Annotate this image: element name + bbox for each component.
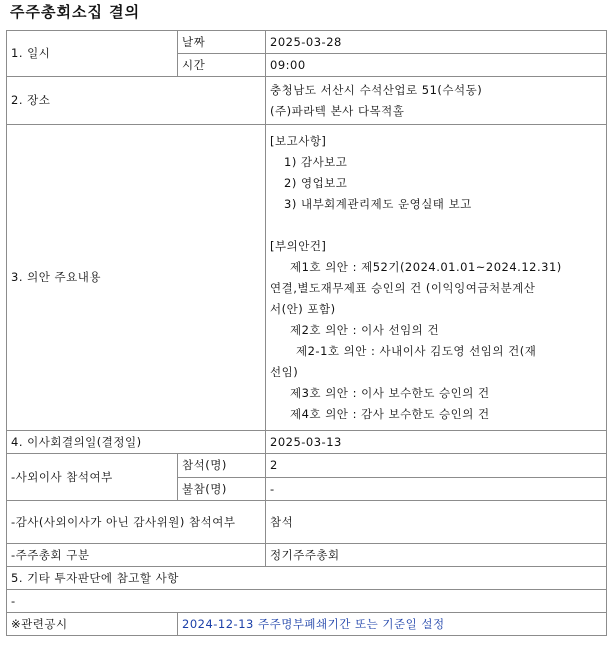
outside-directors-label: -사외이사 참석여부 xyxy=(7,454,178,501)
place-line: (주)파라텍 본사 다목적홀 xyxy=(270,103,405,118)
present-label: 참석(명) xyxy=(178,454,266,478)
agenda-item-1: 제1호 의안 : 제52기(2024.01.01~2024.12.31) xyxy=(290,259,562,274)
row-place xyxy=(7,77,607,125)
resolution-header: [부의안건] xyxy=(270,238,327,253)
date-time-label: 1. 일시 xyxy=(7,31,178,77)
agenda-item-2: 제2호 의안 : 이사 선임의 건 xyxy=(290,322,440,337)
board-date-value: 2025-03-13 xyxy=(266,431,607,454)
agenda-item-1-cont: 서(안) 포함) xyxy=(270,301,336,316)
report-item: 1) 감사보고 xyxy=(284,154,348,169)
meeting-resolution-table xyxy=(6,30,607,636)
report-item: 3) 내부회계관리제도 운영실태 보고 xyxy=(284,196,472,211)
row-board-date xyxy=(7,431,607,454)
other-value: - xyxy=(7,590,607,613)
agenda-item-1-cont: 연결,별도재무제표 승인의 건 (이익잉여금처분계산 xyxy=(270,280,536,295)
agenda-item-2-1: 제2-1호 의안 : 사내이사 김도영 선임의 건(재 xyxy=(296,343,537,358)
row-other-value xyxy=(7,590,607,613)
meeting-type-value: 정기주주총회 xyxy=(266,544,607,567)
page-title: 주주총회소집 결의 xyxy=(10,3,141,21)
board-date-label: 4. 이사회결의일(결정일) xyxy=(7,431,266,454)
row-date xyxy=(7,31,607,54)
agenda-label: 3. 의안 주요내용 xyxy=(7,125,266,431)
row-meeting-type xyxy=(7,544,607,567)
spacer xyxy=(270,215,602,236)
related-cell xyxy=(178,613,607,636)
row-auditor xyxy=(7,501,607,544)
related-disclosure-link[interactable]: 2024-12-13 주주명부폐쇄기간 또는 기준일 설정 xyxy=(182,616,445,631)
agenda-item-2-1-cont: 선임) xyxy=(270,364,299,379)
auditor-label: -감사(사외이사가 아닌 감사위원) 참석여부 xyxy=(7,501,266,544)
row-outside-present xyxy=(7,454,607,478)
meeting-type-label: -주주총회 구분 xyxy=(7,544,266,567)
agenda-item-4: 제4호 의안 : 감사 보수한도 승인의 건 xyxy=(290,406,490,421)
absent-value: - xyxy=(266,478,607,501)
agenda-content xyxy=(266,125,607,431)
agenda-item-3: 제3호 의안 : 이사 보수한도 승인의 건 xyxy=(290,385,490,400)
time-value: 09:00 xyxy=(266,54,607,77)
absent-label: 불참(명) xyxy=(178,478,266,501)
report-header: [보고사항] xyxy=(270,133,327,148)
row-related xyxy=(7,613,607,636)
present-value: 2 xyxy=(266,454,607,478)
time-label: 시간 xyxy=(178,54,266,77)
place-label: 2. 장소 xyxy=(7,77,266,125)
auditor-value: 참석 xyxy=(266,501,607,544)
place-line: 충청남도 서산시 수석산업로 51(수석동) xyxy=(270,82,483,97)
date-value: 2025-03-28 xyxy=(266,31,607,54)
date-label: 날짜 xyxy=(178,31,266,54)
other-label: 5. 기타 투자판단에 참고할 사항 xyxy=(7,567,607,590)
report-item: 2) 영업보고 xyxy=(284,175,348,190)
related-label: ※관련공시 xyxy=(7,613,178,636)
place-value xyxy=(266,77,607,125)
row-agenda xyxy=(7,125,607,431)
row-other xyxy=(7,567,607,590)
